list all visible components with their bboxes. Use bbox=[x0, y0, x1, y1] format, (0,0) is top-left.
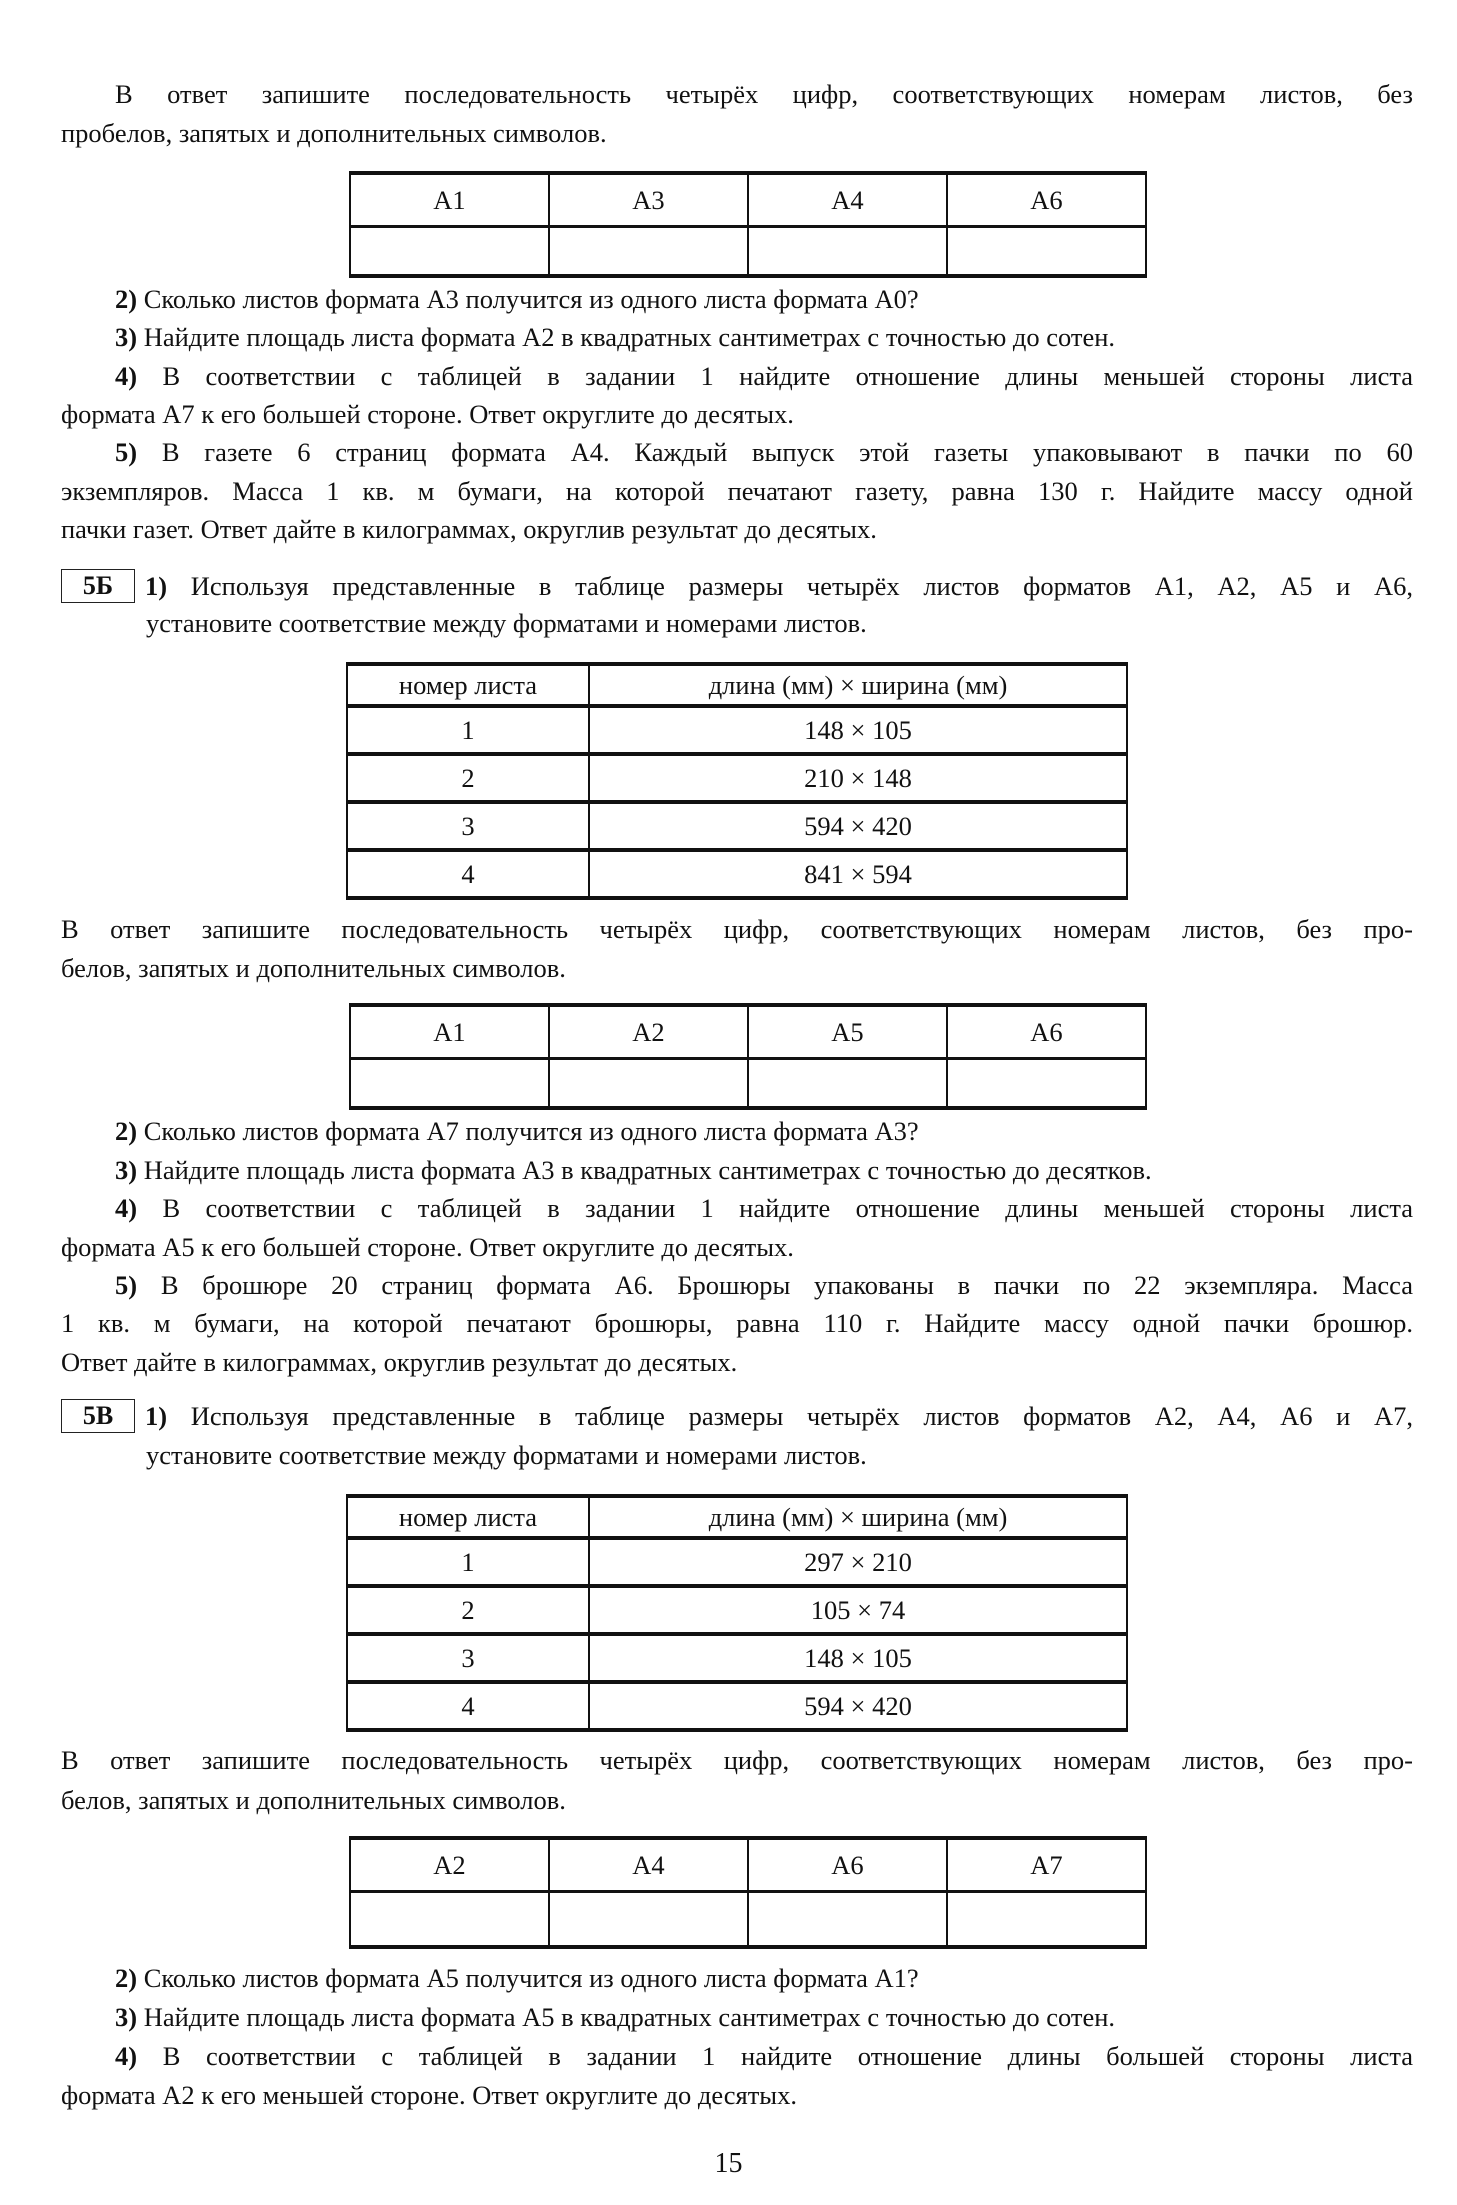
question-text: Найдите площадь листа формата А2 в квадратных сантиметрах с точностью до сотен. bbox=[143, 322, 1116, 352]
intro-line-1: В ответ запишите последовательность четырёх цифр, соответствующих номерам листов, без bbox=[115, 79, 1413, 109]
answer-header: А3 bbox=[549, 173, 748, 227]
answer-header: А7 bbox=[947, 1838, 1146, 1892]
task-5b-answer-line-1: В ответ запишите последовательность четырёх цифр, соответствующих номерам листов, без про- bbox=[61, 914, 1413, 944]
question-text: Сколько листов формата А7 получится из одного листа формата А3? bbox=[143, 1116, 919, 1146]
task-5b-question-5 bbox=[61, 1266, 1413, 1304]
question-number: 4) bbox=[115, 2041, 138, 2071]
question-5-cont: пачки газет. Ответ дайте в килограммах, округлив результат до десятых. bbox=[61, 514, 877, 544]
question-number: 2) bbox=[115, 1963, 138, 1993]
answer-header: А2 bbox=[549, 1005, 748, 1059]
table-row bbox=[347, 1682, 1127, 1730]
answer-cell[interactable] bbox=[748, 227, 947, 277]
answer-table-a bbox=[349, 171, 1147, 278]
sheet-size: 210 × 148 bbox=[589, 754, 1127, 802]
answer-cell[interactable] bbox=[350, 1059, 549, 1109]
sheet-size: 148 × 105 bbox=[589, 706, 1127, 754]
task-badge-5v: 5В bbox=[61, 1399, 135, 1433]
task-5v-question-3 bbox=[61, 1998, 1413, 2036]
task-5v-q1 bbox=[61, 1397, 1413, 1435]
sizes-header: длина (мм) × ширина (мм) bbox=[589, 1496, 1127, 1538]
answer-header: А1 bbox=[350, 173, 549, 227]
question-text: В соответствии с таблицей в задании 1 найдите отношение длины большей стороны листа bbox=[162, 2041, 1413, 2071]
question-number: 3) bbox=[115, 322, 138, 352]
answer-header: А5 bbox=[748, 1005, 947, 1059]
question-text: Найдите площадь листа формата А3 в квадратных сантиметрах с точностью до десятков. bbox=[143, 1155, 1152, 1185]
sizes-table-5v bbox=[346, 1494, 1128, 1732]
task-5b-answer-line-2: белов, запятых и дополнительных символов. bbox=[61, 953, 566, 983]
task-5b-question-5-cont: Ответ дайте в килограммах, округлив результат до десятых. bbox=[61, 1347, 738, 1377]
task-5b-question-5-cont: 1 кв. м бумаги, на которой печатают брошюры, равна 110 г. Найдите массу одной пачки брошюр. bbox=[61, 1308, 1413, 1338]
question-number: 1) bbox=[145, 1401, 168, 1431]
answer-cell[interactable] bbox=[748, 1059, 947, 1109]
question-text: Сколько листов формата А5 получится из одного листа формата А1? bbox=[143, 1963, 919, 1993]
task-badge-5b: 5Б bbox=[61, 569, 135, 603]
question-3 bbox=[61, 318, 1413, 356]
question-number: 3) bbox=[115, 1155, 138, 1185]
question-5 bbox=[61, 433, 1413, 471]
sheet-size: 105 × 74 bbox=[589, 1586, 1127, 1634]
sheet-size: 594 × 420 bbox=[589, 802, 1127, 850]
answer-header: А1 bbox=[350, 1005, 549, 1059]
question-text: В соответствии с таблицей в задании 1 найдите отношение длины меньшей стороны листа bbox=[162, 1193, 1413, 1223]
intro-line-2: пробелов, запятых и дополнительных символов. bbox=[61, 118, 607, 148]
answer-cell[interactable] bbox=[947, 1892, 1146, 1948]
answer-header: А4 bbox=[748, 173, 947, 227]
table-row bbox=[347, 754, 1127, 802]
answer-header: А6 bbox=[947, 1005, 1146, 1059]
sheet-number: 4 bbox=[347, 1682, 589, 1730]
answer-cell[interactable] bbox=[549, 1892, 748, 1948]
task-5v-question-2 bbox=[61, 1959, 1413, 1997]
task-5b-q1 bbox=[61, 567, 1413, 605]
task-5b-question-2 bbox=[61, 1112, 1413, 1150]
sheet-number: 2 bbox=[347, 1586, 589, 1634]
sizes-header: номер листа bbox=[347, 664, 589, 706]
table-row bbox=[347, 1586, 1127, 1634]
sizes-table-5b bbox=[346, 662, 1128, 900]
question-4-cont: формата А7 к его большей стороне. Ответ округлите до десятых. bbox=[61, 399, 794, 429]
task-5b-question-4 bbox=[61, 1189, 1413, 1227]
question-5-cont: экземпляров. Масса 1 кв. м бумаги, на которой печатают газету, равна 130 г. Найдите массу одной bbox=[61, 476, 1413, 506]
table-row bbox=[347, 706, 1127, 754]
question-text: Используя представленные в таблице размеры четырёх листов форматов А1, А2, А5 и А6, bbox=[190, 571, 1414, 601]
task-5b-q1-cont: установите соответствие между форматами и номерами листов. bbox=[146, 608, 867, 638]
question-text: Используя представленные в таблице размеры четырёх листов форматов А2, А4, А6 и А7, bbox=[190, 1401, 1414, 1431]
question-text: В брошюре 20 страниц формата А6. Брошюры упакованы в пачки по 22 экземпляра. Масса bbox=[160, 1270, 1414, 1300]
question-4 bbox=[61, 357, 1413, 395]
answer-header: А6 bbox=[947, 173, 1146, 227]
answer-cell[interactable] bbox=[947, 227, 1146, 277]
sheet-size: 148 × 105 bbox=[589, 1634, 1127, 1682]
sheet-number: 3 bbox=[347, 1634, 589, 1682]
answer-cell[interactable] bbox=[549, 1059, 748, 1109]
sheet-number: 2 bbox=[347, 754, 589, 802]
table-row bbox=[347, 1538, 1127, 1586]
question-2 bbox=[61, 280, 1413, 318]
question-text: Найдите площадь листа формата А5 в квадратных сантиметрах с точностью до сотен. bbox=[143, 2002, 1116, 2032]
task-5v-question-4-cont: формата А2 к его меньшей стороне. Ответ округлите до десятых. bbox=[61, 2080, 797, 2110]
sheet-number: 4 bbox=[347, 850, 589, 898]
sheet-number: 3 bbox=[347, 802, 589, 850]
sizes-header: длина (мм) × ширина (мм) bbox=[589, 664, 1127, 706]
table-row bbox=[347, 802, 1127, 850]
question-number: 2) bbox=[115, 1116, 138, 1146]
answer-cell[interactable] bbox=[549, 227, 748, 277]
question-number: 3) bbox=[115, 2002, 138, 2032]
question-text: В соответствии с таблицей в задании 1 найдите отношение длины меньшей стороны листа bbox=[162, 361, 1413, 391]
page-number: 15 bbox=[714, 2148, 743, 2179]
task-5v-question-4 bbox=[61, 2037, 1413, 2075]
sheet-number: 1 bbox=[347, 706, 589, 754]
question-number: 5) bbox=[115, 1270, 138, 1300]
question-number: 2) bbox=[115, 284, 138, 314]
sheet-size: 841 × 594 bbox=[589, 850, 1127, 898]
task-5b-question-3 bbox=[61, 1151, 1413, 1189]
task-5v-q1-cont: установите соответствие между форматами и номерами листов. bbox=[146, 1440, 867, 1470]
question-number: 4) bbox=[115, 361, 138, 391]
table-row bbox=[347, 1634, 1127, 1682]
answer-header: А4 bbox=[549, 1838, 748, 1892]
sizes-header: номер листа bbox=[347, 1496, 589, 1538]
answer-header: А6 bbox=[748, 1838, 947, 1892]
sheet-number: 1 bbox=[347, 1538, 589, 1586]
task-5v-answer-line-2: белов, запятых и дополнительных символов. bbox=[61, 1785, 566, 1815]
answer-table-5v bbox=[349, 1836, 1147, 1949]
answer-cell[interactable] bbox=[947, 1059, 1146, 1109]
answer-table-5b bbox=[349, 1003, 1147, 1110]
table-row bbox=[347, 850, 1127, 898]
question-number: 1) bbox=[145, 571, 168, 601]
question-number: 4) bbox=[115, 1193, 138, 1223]
answer-cell[interactable] bbox=[350, 227, 549, 277]
question-text: Сколько листов формата А3 получится из одного листа формата А0? bbox=[143, 284, 919, 314]
task-5b-question-4-cont: формата А5 к его большей стороне. Ответ округлите до десятых. bbox=[61, 1232, 794, 1262]
task-5v-answer-line-1: В ответ запишите последовательность четырёх цифр, соответствующих номерам листов, без про- bbox=[61, 1745, 1413, 1775]
sheet-size: 297 × 210 bbox=[589, 1538, 1127, 1586]
answer-header: А2 bbox=[350, 1838, 549, 1892]
question-text: В газете 6 страниц формата А4. Каждый выпуск этой газеты упаковывают в пачки по 60 bbox=[161, 437, 1413, 467]
question-number: 5) bbox=[115, 437, 138, 467]
answer-cell[interactable] bbox=[350, 1892, 549, 1948]
sheet-size: 594 × 420 bbox=[589, 1682, 1127, 1730]
answer-cell[interactable] bbox=[748, 1892, 947, 1948]
